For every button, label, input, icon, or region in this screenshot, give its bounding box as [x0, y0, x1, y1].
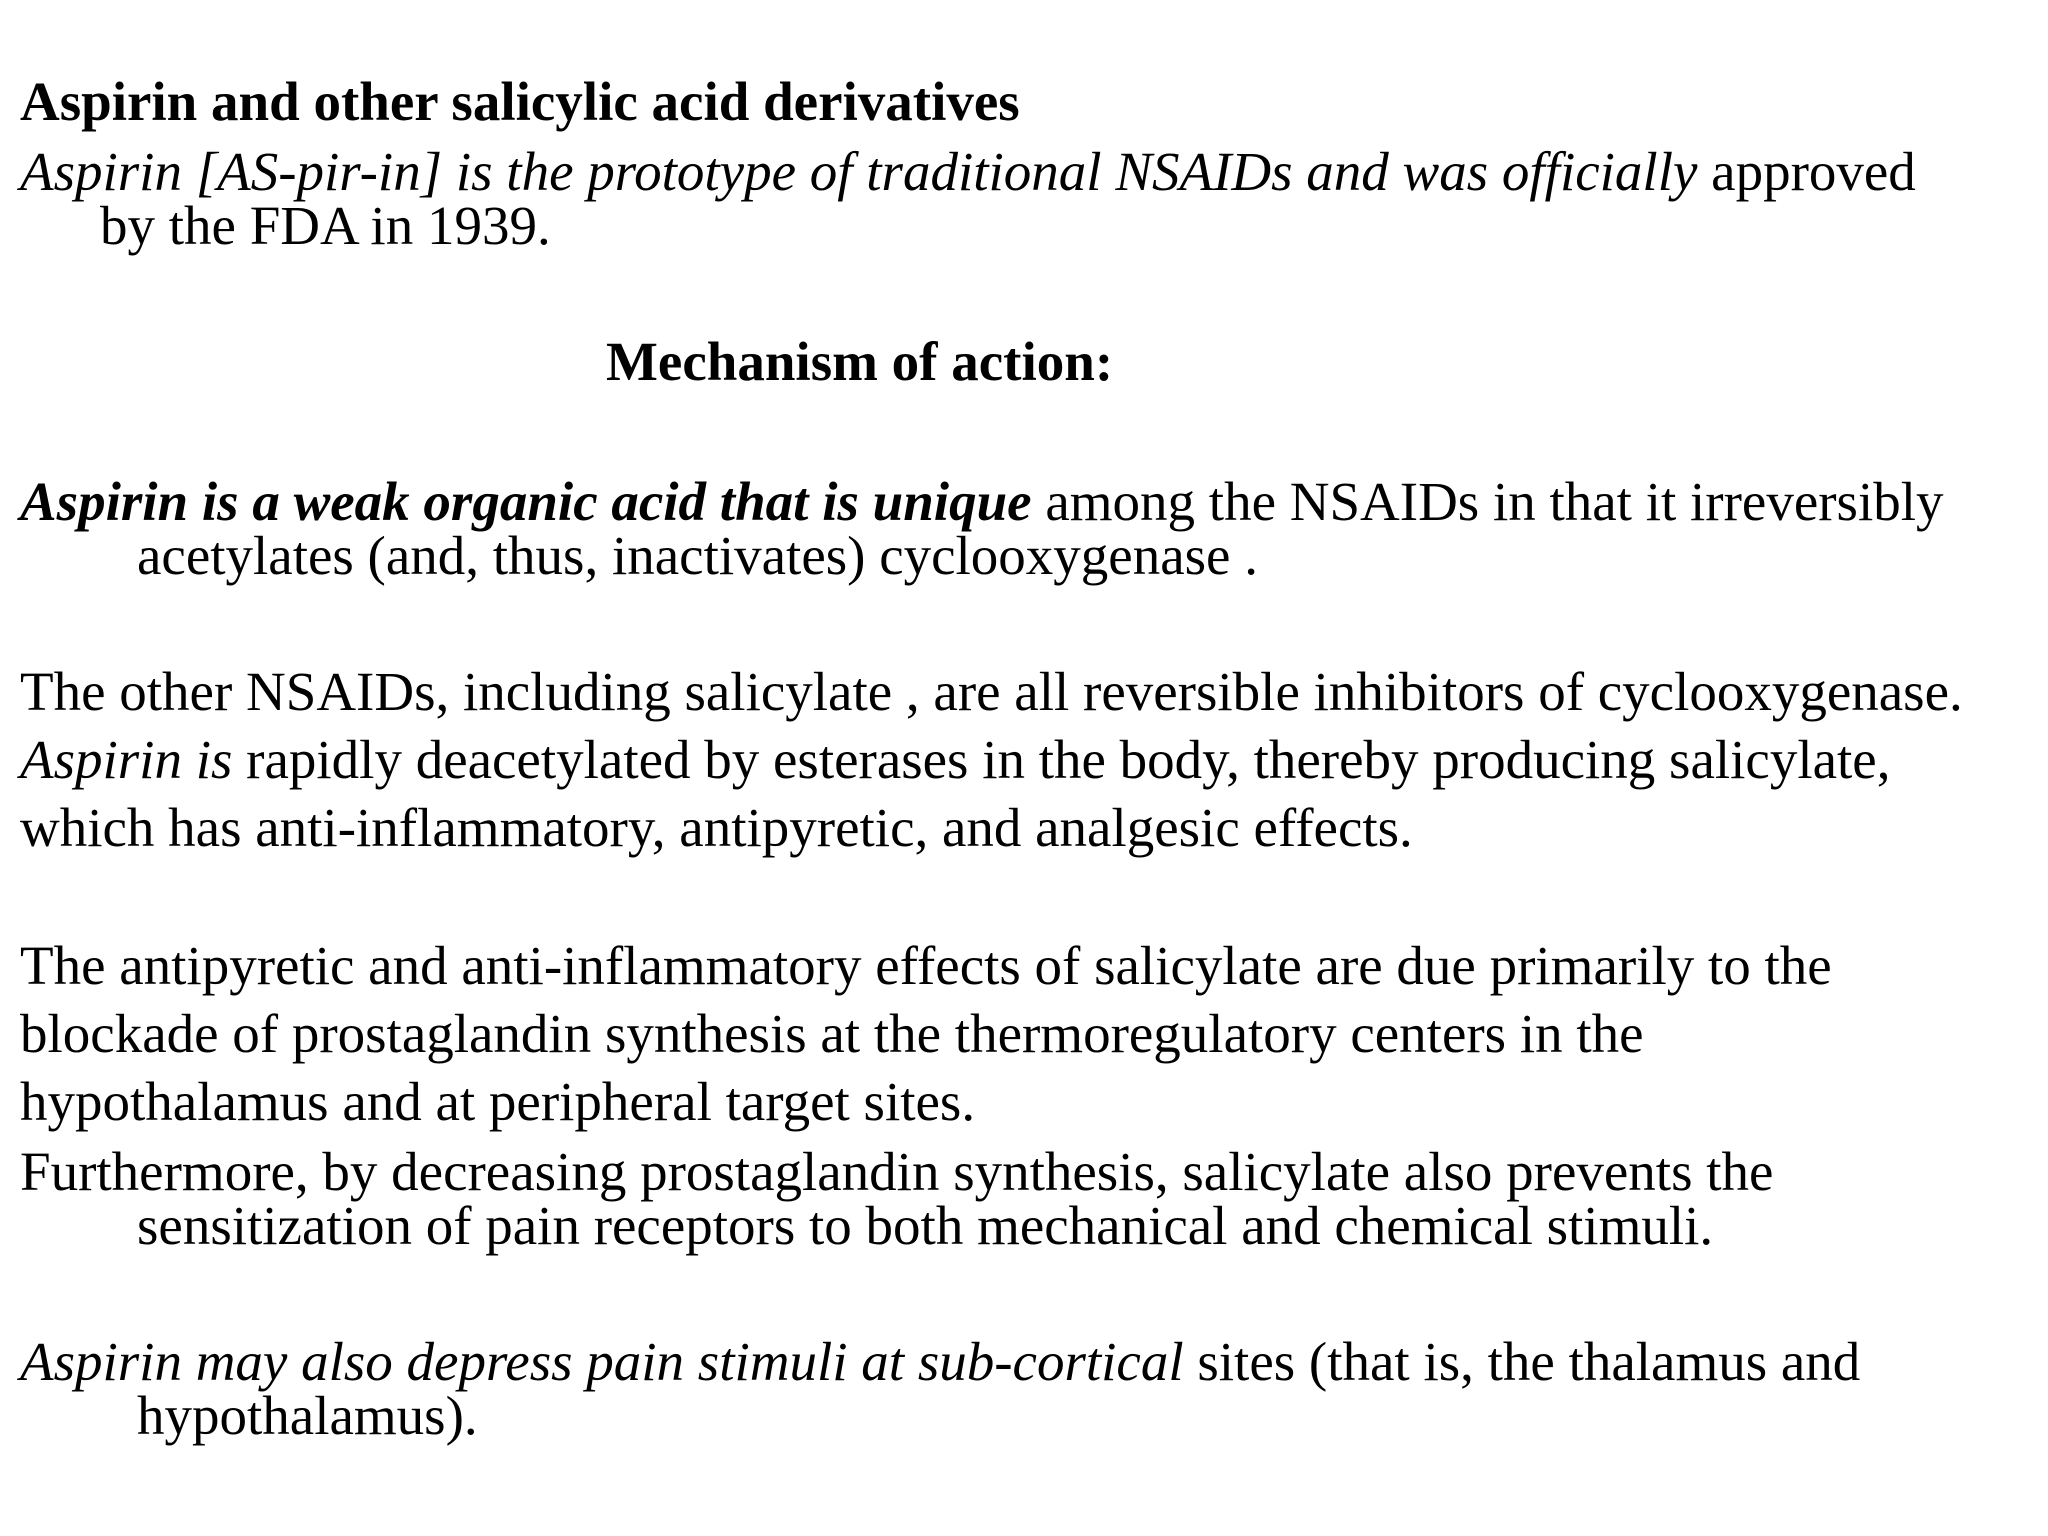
para3-line-1: The antipyretic and anti-inflammatory effects of salicylate are due primarily to the	[20, 935, 1832, 996]
para2-line-2	[20, 730, 1890, 790]
para1-line-2: acetylates (and, thus, inactivates) cyclooxygenase .	[137, 525, 1258, 586]
para3-line-2: blockade of prostaglandin synthesis at the thermoregulatory centers in the	[20, 1003, 1644, 1064]
para2-line-3: which has anti-inflammatory, antipyretic, and analgesic effects.	[20, 797, 1413, 858]
intro-roman-text: approved	[1697, 141, 1916, 202]
para3-line-3: hypothalamus and at peripheral target sites.	[20, 1071, 976, 1132]
para2-italic-text: Aspirin is	[20, 729, 233, 790]
para2-roman-text: rapidly deacetylated by esterases in the body, thereby producing salicylate,	[232, 729, 1891, 790]
intro-line-1	[20, 142, 1916, 202]
para4-line-1	[20, 1332, 1860, 1392]
intro-line-2: by the FDA in 1939.	[100, 195, 551, 256]
para4-italic-text: Aspirin may also depress pain stimuli at sub-cortical	[20, 1331, 1184, 1392]
para3-line-5: sensitization of pain receptors to both mechanical and chemical stimuli.	[137, 1195, 1714, 1256]
document-title: Aspirin and other salicylic acid derivatives	[20, 71, 1020, 132]
para1-roman-text: among the NSAIDs in that it irreversibly	[1031, 471, 1944, 532]
para4-roman-text: sites (that is, the thalamus and	[1183, 1331, 1861, 1392]
section-heading: Mechanism of action:	[606, 331, 1114, 392]
para3-line-4: Furthermore, by decreasing prostaglandin synthesis, salicylate also prevents the	[20, 1141, 1774, 1202]
para1-line-1	[20, 472, 1944, 532]
intro-italic-text: Aspirin [AS-pir-in] is the prototype of traditional NSAIDs and was officially	[20, 141, 1698, 202]
para4-line-2: hypothalamus).	[137, 1385, 478, 1446]
para1-bolditalic-text: Aspirin is a weak organic acid that is unique	[20, 471, 1032, 532]
para2-line-1: The other NSAIDs, including salicylate , are all reversible inhibitors of cyclooxygenase.	[20, 661, 1963, 722]
